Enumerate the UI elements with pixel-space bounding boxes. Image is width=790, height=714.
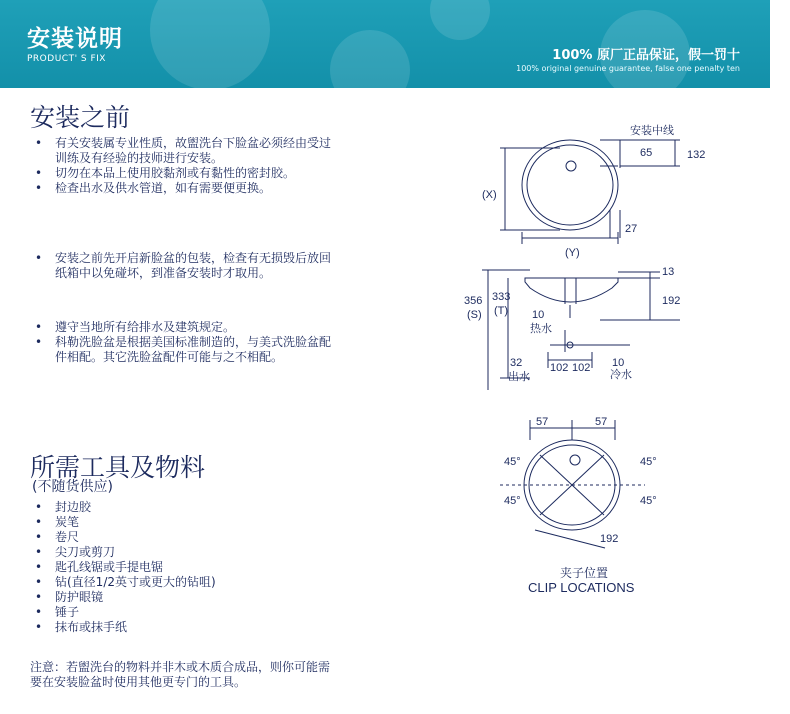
- tools-subheading: (不随货供应): [32, 479, 113, 495]
- label-hot-water: 热水: [530, 323, 552, 335]
- dim-57-left: 57: [536, 416, 549, 428]
- banner-subtitle: PRODUCT' S FIX: [27, 54, 106, 64]
- tools-list: [27, 500, 347, 635]
- list-item: • 防护眼镜: [27, 590, 347, 605]
- dim-t: (T): [494, 305, 509, 317]
- basin-top-outer: [522, 140, 618, 230]
- dim-102-left: 102: [550, 362, 569, 374]
- list-item: • 锤子: [27, 605, 347, 620]
- header-banner: [0, 0, 770, 88]
- section-heading-before-install: 安装之前: [30, 103, 131, 132]
- section-heading-tools: 所需工具及物料: [30, 453, 206, 482]
- dim-192-clip: 192: [600, 533, 619, 545]
- dim-57-right: 57: [595, 416, 608, 428]
- list-item: • 切勿在本品上使用胶黏剂或有黏性的密封胶。: [27, 166, 332, 181]
- angle-bottom-right: 45°: [640, 495, 657, 507]
- list-item: • 科勒洗脸盆是根据美国标准制造的，与美式洗脸盆配件相配。其它洗脸盆配件可能与之不相配。: [27, 335, 332, 365]
- list-item: • 炭笔: [27, 515, 347, 530]
- dim-356: 356: [464, 295, 483, 307]
- dim-333: 333: [492, 291, 511, 303]
- list-item: • 检查出水及供水管道，如有需要便更换。: [27, 181, 332, 196]
- dim-32: 32: [510, 357, 523, 369]
- banner-title: 安装说明: [27, 26, 123, 52]
- list-item: • 钻(直径1/2英寸或更大的钻咀): [27, 575, 347, 590]
- decor-bubble: [430, 0, 490, 40]
- dim-y: (Y): [565, 247, 580, 259]
- angle-top-left: 45°: [504, 456, 521, 468]
- dim-102-right: 102: [572, 362, 591, 374]
- dim-192-side: 192: [662, 295, 681, 307]
- drain-hole: [566, 161, 576, 171]
- list-item: • 尖刀或剪刀: [27, 545, 347, 560]
- dim-65: 65: [640, 147, 653, 159]
- tools-note: 注意：若盥洗台的物料并非木或木质合成品，则你可能需要在安装脸盆时使用其他更专门的工具。: [30, 660, 331, 689]
- dim-x: (X): [482, 189, 497, 201]
- dim-10-cold: 10: [612, 357, 625, 369]
- list-item: • 遵守当地所有给排水及建筑规定。: [27, 320, 332, 335]
- install-diagram: [440, 120, 730, 600]
- list-item: • 抹布或抹手纸: [27, 620, 347, 635]
- before-install-list-1: [27, 136, 332, 196]
- basin-top-inner: [527, 145, 613, 225]
- dim-s: (S): [467, 309, 482, 321]
- list-item: • 有关安装属专业性质，故盥洗台下脸盆必须经由受过训练及有经验的技师进行安装。: [27, 136, 332, 166]
- before-install-list-3: [27, 320, 332, 365]
- list-item: • 卷尺: [27, 530, 347, 545]
- basin-side-profile: [525, 278, 618, 302]
- dim-27: 27: [625, 223, 638, 235]
- caption-clip-cn: 夹子位置: [560, 566, 609, 580]
- list-item: • 封边胶: [27, 500, 347, 515]
- list-item: • 安装之前先开启新脸盆的包装，检查有无损毁后放回纸箱中以免碰坏，到准备安装时才取用。: [27, 251, 332, 281]
- decor-bubble: [150, 0, 270, 88]
- guarantee-text: 100% 原厂正品保证，假一罚十: [552, 48, 740, 63]
- dim-132: 132: [687, 149, 706, 161]
- decor-bubble: [330, 30, 410, 88]
- list-item: • 匙孔线锯或手提电锯: [27, 560, 347, 575]
- label-cold-water: 冷水: [610, 369, 632, 381]
- caption-clip-en: CLIP LOCATIONS: [528, 580, 635, 595]
- before-install-list-2: [27, 251, 332, 281]
- guarantee-text-en: 100% original genuine guarantee, false one penalty ten: [516, 64, 740, 73]
- dim-13: 13: [662, 266, 675, 278]
- angle-bottom-left: 45°: [504, 495, 521, 507]
- label-center-line: 安装中线: [630, 125, 674, 137]
- angle-top-right: 45°: [640, 456, 657, 468]
- dim-10-hot: 10: [532, 309, 545, 321]
- label-outlet: 出水: [508, 371, 530, 383]
